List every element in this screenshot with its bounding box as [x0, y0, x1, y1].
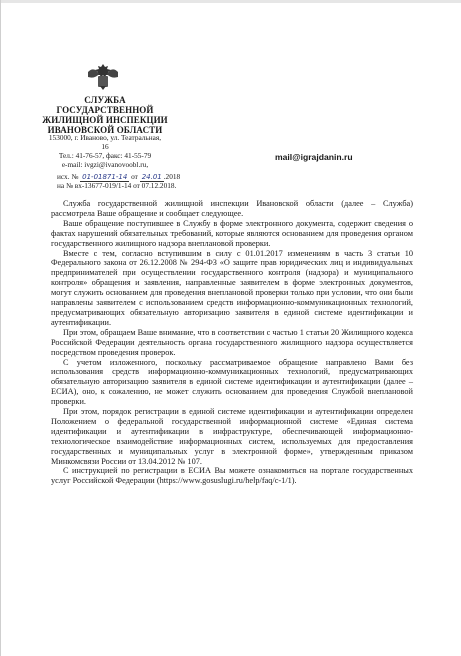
paragraph: С учетом изложенного, поскольку рассматриваемое обращение направлено Вами без использования средств информационно-коммуникационных технологий, предусматривающих обязательную авторизацию заявителя в единой системе идентификации и аутентификации (далее – ЕСИА), оно, к сожалению, не может служить основанием для проведения Службой внеплановой проверки.	[51, 357, 413, 407]
paragraph: При этом, обращаем Ваше внимание, что в соответствии с частью 1 статьи 20 Жилищного кодекса Российской Федерации деятельность органа государственного жилищного надзора осуществляется посредством проведения проверок.	[51, 327, 413, 357]
out-date: 24.01	[141, 173, 162, 181]
paragraph: Вместе с тем, согласно вступившим в силу с 01.01.2017 изменениям в часть 3 статьи 10 Федерального закона от 26.12.2008 № 294-ФЗ «О защите прав юридических лиц и индивидуальных предпринимателей при осуществлении государственного контроля (надзора) и муниципального контроля» обращения и заявления, направленные заявителем в форме электронных документов, могут служить основанием для проведения внеплановой проверки только при условии, что они были направлены заявителем с использованием средств информационно-коммуникационных технологий, предусматривающих обязательную авторизацию заявителя в единой системе идентификации и аутентификации.	[51, 248, 413, 327]
out-prefix: исх. №	[57, 172, 79, 181]
organization-name	[41, 95, 169, 135]
page-top-edge	[1, 0, 461, 3]
out-number: 01-01871-14	[82, 173, 128, 181]
paragraph: Служба государственной жилищной инспекции Ивановской области (далее – Служба) рассмотрела Ваше обращение и сообщает следующее.	[51, 199, 413, 218]
coat-of-arms-icon	[84, 62, 122, 92]
out-from: от	[131, 172, 138, 181]
in-reference: на № вх-13677-019/1-14 от 07.12.2018.	[57, 181, 177, 190]
org-email-line: e-mail: ivgzi@ivanovoobl.ru,	[61, 160, 149, 169]
org-line-2: ЖИЛИЩНОЙ ИНСПЕКЦИИ	[42, 115, 168, 125]
paragraph: Ваше обращение поступившее в Службу в форме электронного документа, содержит сведения о фактах нарушений обязательных требований, которые являются основанием для проведения органом государственного жилищного надзора внеплановой проверки.	[51, 218, 413, 248]
org-line-3: ИВАНОВСКОЙ ОБЛАСТИ	[47, 125, 163, 135]
paragraph: С инструкцией по регистрации в ЕСИА Вы можете ознакомиться на портале государственных услуг Российской Федерации (https://www.gosuslugi.ru/help/faq/c-1/1).	[51, 466, 413, 486]
organization-address	[45, 133, 165, 169]
org-line-1: СЛУЖБА ГОСУДАРСТВЕННОЙ	[56, 95, 154, 115]
paragraph: При этом, порядок регистрации в единой системе идентификации и аутентификации определен Положением о федеральной государственной информационной системе «Единая система идентификации и аутентификации в инфраструктуре, обеспечивающей информационно-технологическое взаимодействие информационных систем, используемых для предоставления государственных и муниципальных услуг в электронной форме», утвержденным приказом Минкомсвязи России от 13.04.2012 № 107.	[51, 407, 413, 466]
recipient-email: mail@igrajdanin.ru	[275, 152, 353, 162]
out-year: .2018	[163, 172, 181, 181]
letter-body	[51, 199, 413, 486]
phone-line: Тел.: 41-76-57, факс: 41-55-79	[58, 151, 152, 160]
incoming-reference-line	[57, 181, 176, 190]
address-line: 153000, г. Иваново, ул. Театральная, 16	[48, 133, 162, 151]
